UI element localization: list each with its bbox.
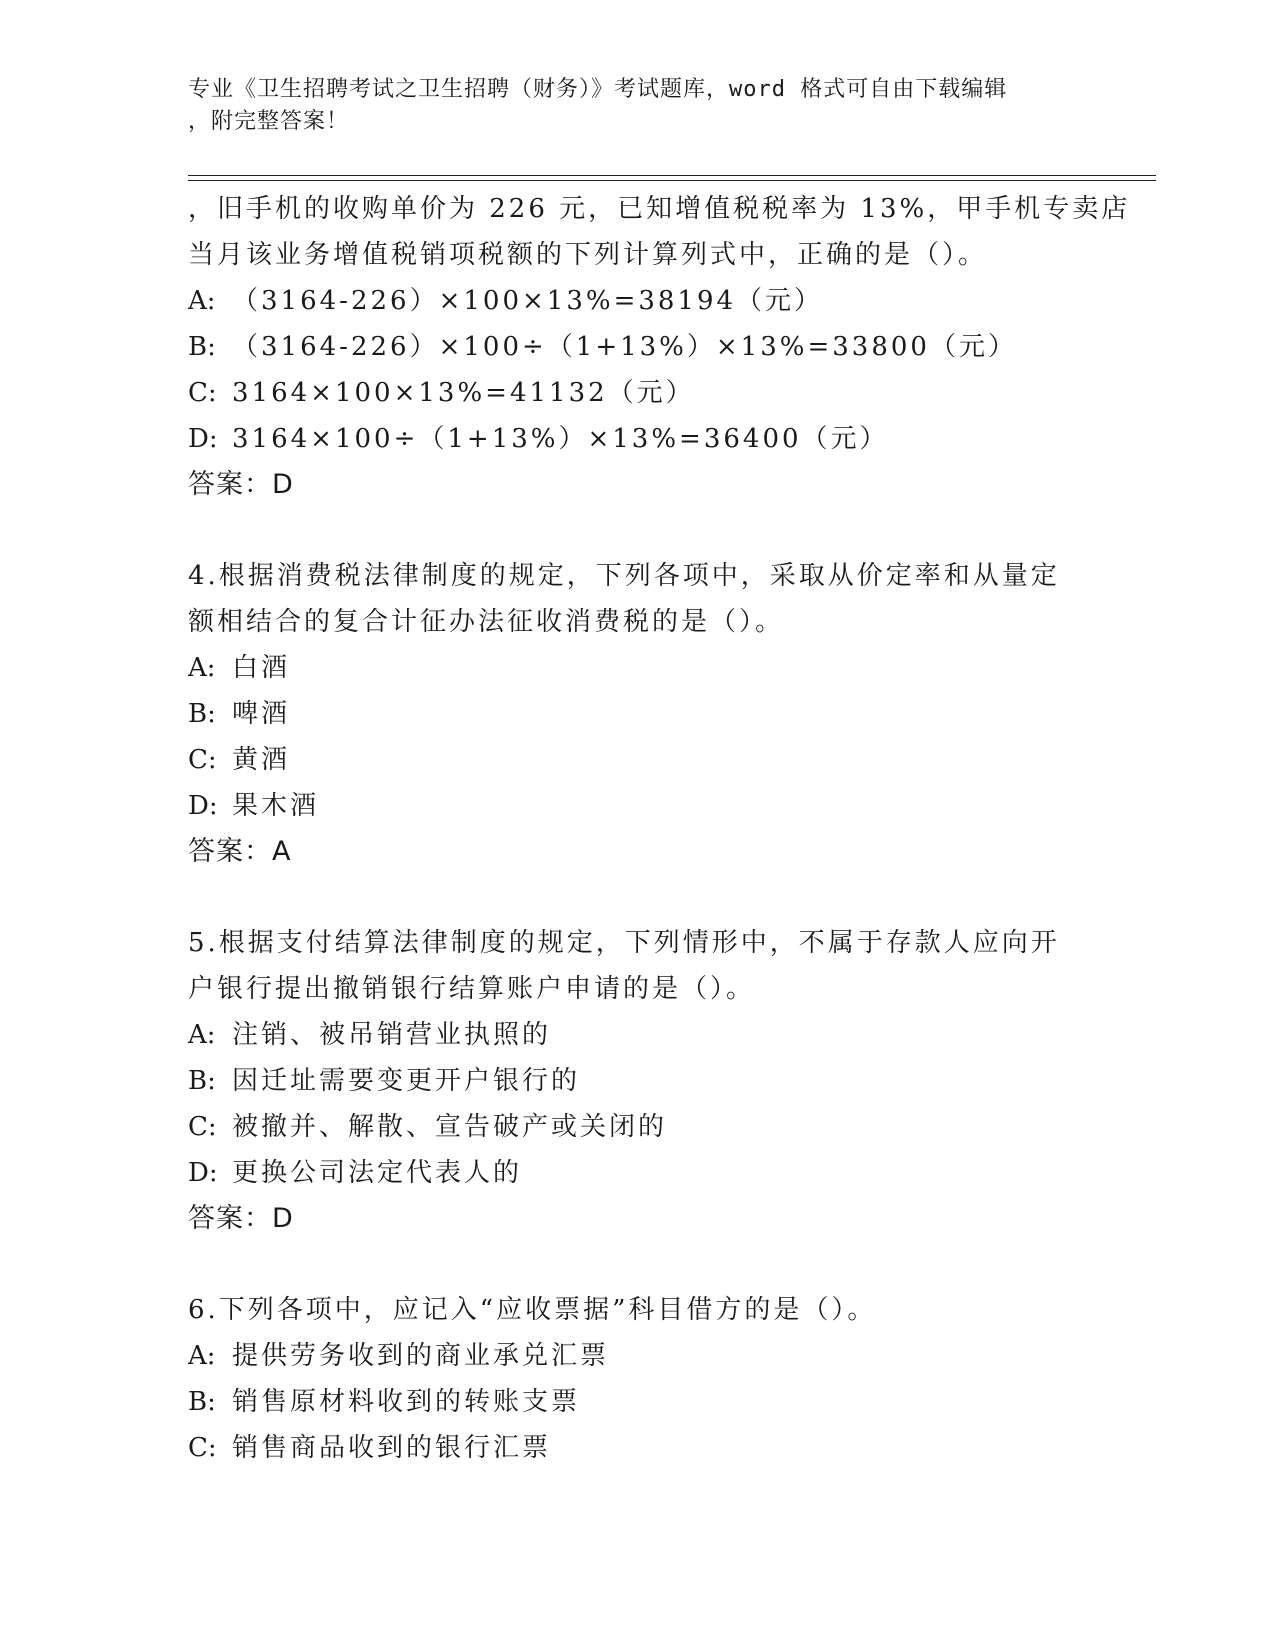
question-5-option-b xyxy=(188,1058,1148,1104)
question-6-text-1: 6.下列各项中，应记入“应收票据”科目借方的是（）。 xyxy=(188,1295,877,1325)
option-letter: B: xyxy=(188,1066,216,1096)
question-3-answer: 答案：D xyxy=(188,469,294,500)
option-letter: A: xyxy=(188,1341,216,1371)
option-letter: A: xyxy=(188,286,216,316)
question-3-text-1: ，旧手机的收购单价为 226 元，已知增值税税率为 13%，甲手机专卖店 xyxy=(188,194,1131,224)
question-5-text-1: 5.根据支付结算法律制度的规定，下列情形中，不属于存款人应向开 xyxy=(188,928,1060,958)
header-rule-top xyxy=(188,175,1156,176)
option-text: 3164×100×13%=41132（元） xyxy=(232,378,695,408)
option-letter: A: xyxy=(188,653,216,683)
option-text: 被撤并、解散、宣告破产或关闭的 xyxy=(232,1112,668,1142)
question-4-option-c xyxy=(188,737,1148,783)
question-3-option-c xyxy=(188,370,1148,416)
question-5-text-2: 户银行提出撤销银行结算账户申请的是（）。 xyxy=(188,974,756,1004)
option-letter: D: xyxy=(188,791,218,821)
option-text: 因迁址需要变更开户银行的 xyxy=(232,1066,581,1096)
question-4-answer: 答案：A xyxy=(188,836,292,867)
question-4-option-b xyxy=(188,691,1148,737)
option-text: 销售原材料收到的转账支票 xyxy=(232,1387,581,1417)
option-text: 白酒 xyxy=(232,653,291,683)
option-text: （3164-226）×100÷（1+13%）×13%=33800（元） xyxy=(232,332,1017,362)
question-3-option-b xyxy=(188,324,1148,370)
option-text: 销售商品收到的银行汇票 xyxy=(232,1433,552,1463)
question-4-text-1: 4.根据消费税法律制度的规定，下列各项中，采取从价定率和从量定 xyxy=(188,561,1060,591)
question-3 xyxy=(188,186,1148,508)
question-3-text-2: 当月该业务增值税销项税额的下列计算列式中，正确的是（）。 xyxy=(188,240,988,270)
question-5-option-d xyxy=(188,1150,1148,1196)
option-letter: C: xyxy=(188,745,217,775)
option-letter: C: xyxy=(188,1112,217,1142)
question-6-option-a xyxy=(188,1333,1148,1379)
option-letter: B: xyxy=(188,332,216,362)
option-letter: D: xyxy=(188,424,218,454)
question-5-answer: 答案：D xyxy=(188,1203,294,1234)
question-6-option-c xyxy=(188,1425,1148,1471)
document-header xyxy=(188,74,1088,138)
question-4 xyxy=(188,553,1148,875)
question-body xyxy=(188,186,1148,1471)
option-letter: D: xyxy=(188,1158,218,1188)
header-line-2: ，附完整答案！ xyxy=(188,109,350,134)
question-5 xyxy=(188,920,1148,1242)
option-letter: B: xyxy=(188,1387,216,1417)
header-rule-bottom xyxy=(188,180,1156,181)
question-4-option-a xyxy=(188,645,1148,691)
option-text: 黄酒 xyxy=(232,745,291,775)
option-text: 注销、被吊销营业执照的 xyxy=(232,1020,552,1050)
option-text: 3164×100÷（1+13%）×13%=36400（元） xyxy=(232,424,889,454)
option-letter: C: xyxy=(188,1433,217,1463)
header-line-1: 专业《卫生招聘考试之卫生招聘（财务）》考试题库，word 格式可自由下载编辑 xyxy=(188,77,1008,102)
question-6-option-b xyxy=(188,1379,1148,1425)
option-text: 啤酒 xyxy=(232,699,291,729)
question-3-option-a xyxy=(188,278,1148,324)
option-text: 提供劳务收到的商业承兑汇票 xyxy=(232,1341,610,1371)
option-text: （3164-226）×100×13%=38194（元） xyxy=(232,286,824,316)
question-3-option-d xyxy=(188,416,1148,462)
question-4-option-d xyxy=(188,783,1148,829)
option-text: 更换公司法定代表人的 xyxy=(232,1158,523,1188)
question-5-option-a xyxy=(188,1012,1148,1058)
option-letter: B: xyxy=(188,699,216,729)
option-letter: A: xyxy=(188,1020,216,1050)
question-4-text-2: 额相结合的复合计征办法征收消费税的是（）。 xyxy=(188,607,785,637)
option-text: 果木酒 xyxy=(232,791,320,821)
option-letter: C: xyxy=(188,378,217,408)
question-5-option-c xyxy=(188,1104,1148,1150)
question-6 xyxy=(188,1287,1148,1471)
